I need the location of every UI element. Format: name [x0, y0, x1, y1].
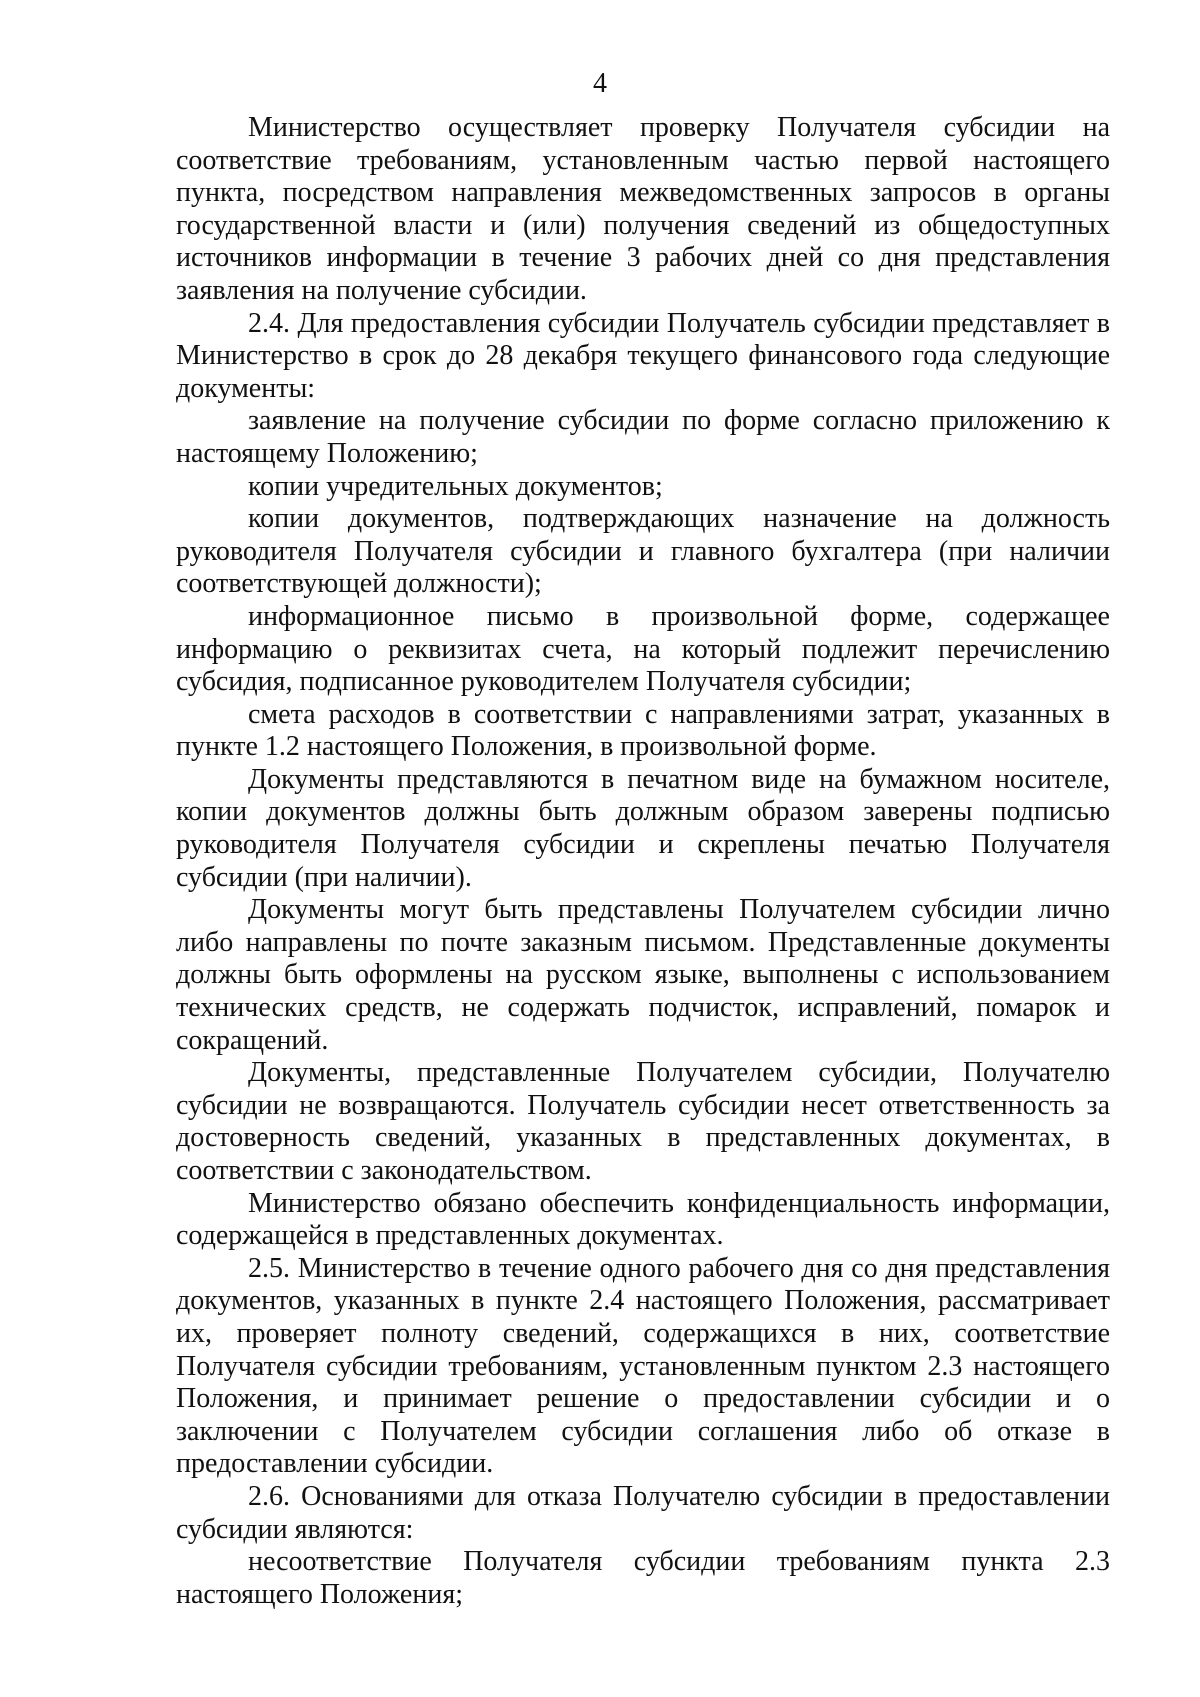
paragraph-2-6-refusal-grounds: 2.6. Основаниями для отказа Получателю субсидии в предоставлении субсидии являются: — [176, 1480, 1110, 1545]
paragraph-not-returned: Документы, представленные Получателем субсидии, Получателю субсидии не возвращаются. Получатель субсидии несет ответственность за достоверность сведений, указанных в представленных документах, в соответствии с законодательством. — [176, 1057, 1110, 1186]
list-item-founding-documents: копии учредительных документов; — [248, 470, 663, 502]
paragraph-ministry-verification: Министерство осуществляет проверку Получателя субсидии на соответствие требованиям, установленным частью первой настоящего пункта, посредством направления межведомственных запросов в органы государственной власти и (или) получения сведений из общедоступных источников информации в течение 3 рабочих дней со дня представления заявления на получение субсидии. — [176, 112, 1110, 306]
list-item-cost-estimate: смета расходов в соответствии с направлениями затрат, указанных в пункте 1.2 настоящего Положения, в произвольной форме. — [176, 698, 1110, 763]
list-item-appointment-documents: копии документов, подтверждающих назначение на должность руководителя Получателя субсидии и главного бухгалтера (при наличии соответствующей должности); — [176, 503, 1110, 600]
paragraph-2-4-documents: 2.4. Для предоставления субсидии Получатель субсидии представляет в Министерство в срок до 28 декабря текущего финансового года следующие документы: — [176, 307, 1110, 404]
paragraph-printed-form: Документы представляются в печатном виде на бумажном носителе, копии документов должны быть должным образом заверены подписью руководителя Получателя субсидии и скреплены печатью Получателя субсидии (при наличии). — [176, 763, 1110, 893]
list-item-application: заявление на получение субсидии по форме согласно приложению к настоящему Положению; — [176, 405, 1110, 469]
list-item-noncompliance: несоответствие Получателя субсидии требованиям пункта 2.3 настоящего Положения; — [176, 1546, 1110, 1610]
document-body — [176, 112, 1110, 1611]
paragraph-submission-method: Документы могут быть представлены Получателем субсидии лично либо направлены по почте заказным письмом. Представленные документы должны быть оформлены на русском языке, выполнены с использованием технических средств, не содержать подчисток, исправлений, помарок и сокращений. — [176, 894, 1110, 1056]
paragraph-confidentiality: Министерство обязано обеспечить конфиденциальность информации, содержащейся в представленных документах. — [176, 1187, 1110, 1252]
page-number: 4 — [593, 68, 607, 99]
list-item-information-letter: информационное письмо в произвольной форме, содержащее информацию о реквизитах счета, на который подлежит перечислению субсидия, подписанное руководителем Получателя субсидии; — [176, 600, 1110, 698]
paragraph-2-5-review: 2.5. Министерство в течение одного рабочего дня со дня представления документов, указанных в пункте 2.4 настоящего Положения, рассматривает их, проверяет полноту сведений, содержащихся в них, соответствие Получателя субсидии требованиям, установленным пунктом 2.3 настоящего Положения, и принимает решение о предоставлении субсидии и о заключении с Получателем субсидии соглашения либо об отказе в предоставлении субсидии. — [176, 1252, 1110, 1480]
